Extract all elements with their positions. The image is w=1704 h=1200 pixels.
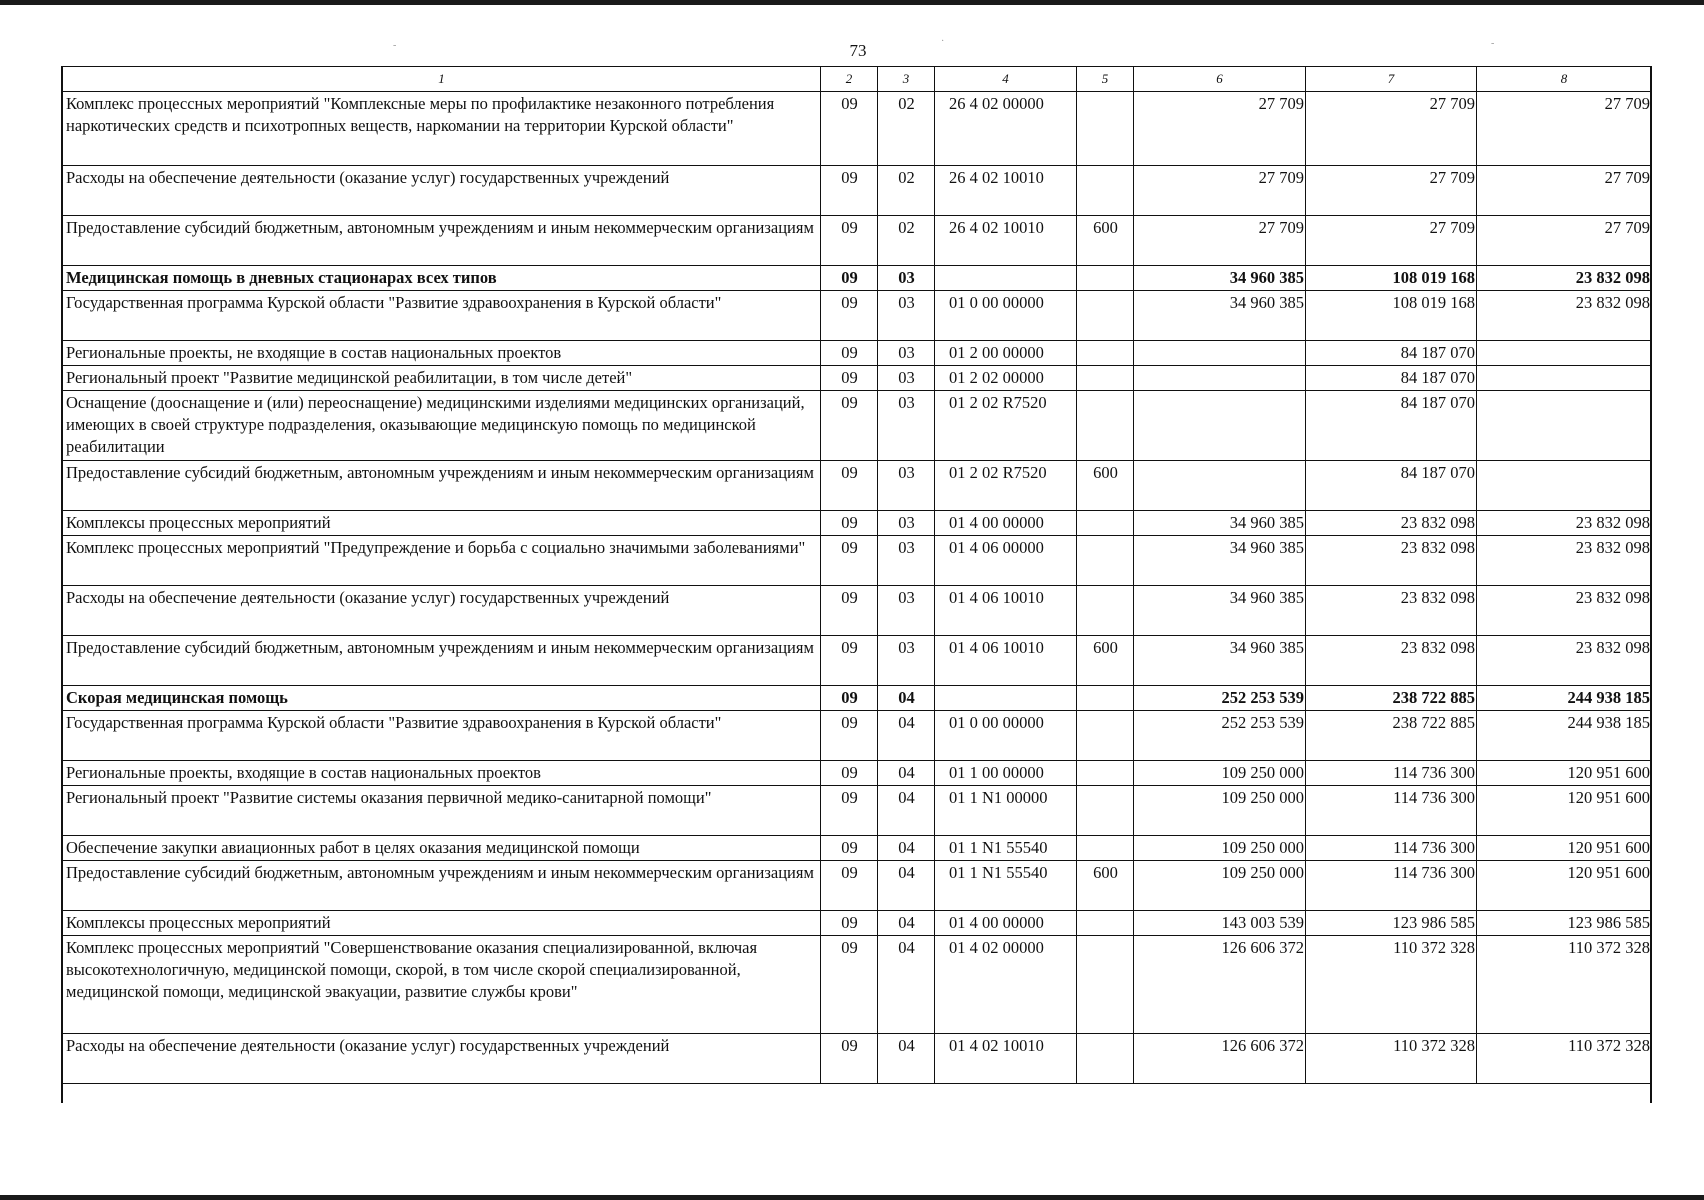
row-expense-type — [1077, 911, 1134, 936]
row-name: Скорая медицинская помощь — [63, 686, 821, 711]
row-expense-type — [1077, 586, 1134, 636]
row-name: Государственная программа Курской области "Развитие здравоохранения в Курской области" — [63, 291, 821, 341]
row-target-article: 01 2 02 R7520 — [935, 461, 1077, 511]
row-amount-col6: 34 960 385 — [1134, 586, 1306, 636]
scan-speck: · — [941, 36, 945, 47]
row-amount-col8 — [1477, 391, 1652, 461]
row-target-article: 01 2 02 00000 — [935, 366, 1077, 391]
row-name: Комплекс процессных мероприятий "Предупреждение и борьба с социально значимыми заболеваниями" — [63, 536, 821, 586]
row-section-code: 09 — [821, 911, 878, 936]
row-subsection-code: 04 — [878, 686, 935, 711]
row-section-code: 09 — [821, 861, 878, 911]
row-section-code: 09 — [821, 761, 878, 786]
row-section-code: 09 — [821, 291, 878, 341]
row-subsection-code: 03 — [878, 291, 935, 341]
row-section-code: 09 — [821, 686, 878, 711]
column-number-row — [63, 67, 1652, 92]
row-amount-col8: 23 832 098 — [1477, 536, 1652, 586]
row-amount-col7: 27 709 — [1306, 216, 1477, 266]
table-row — [63, 936, 1652, 1034]
row-target-article: 01 4 06 00000 — [935, 536, 1077, 586]
row-section-code: 09 — [821, 92, 878, 166]
table-frame-left — [61, 66, 63, 1103]
row-name: Региональные проекты, входящие в состав национальных проектов — [63, 761, 821, 786]
row-amount-col6: 34 960 385 — [1134, 636, 1306, 686]
scan-speck: - — [1491, 38, 1495, 49]
row-amount-col8: 244 938 185 — [1477, 686, 1652, 711]
row-expense-type — [1077, 166, 1134, 216]
row-section-code: 09 — [821, 461, 878, 511]
table-row — [63, 1034, 1652, 1084]
table-row — [63, 461, 1652, 511]
row-expense-type — [1077, 536, 1134, 586]
row-expense-type: 600 — [1077, 861, 1134, 911]
column-number: 8 — [1477, 67, 1652, 92]
row-subsection-code: 04 — [878, 936, 935, 1034]
row-amount-col6: 252 253 539 — [1134, 711, 1306, 761]
row-amount-col6 — [1134, 366, 1306, 391]
row-name: Предоставление субсидий бюджетным, автономным учреждениям и иным некоммерческим организациям — [63, 216, 821, 266]
row-amount-col6: 34 960 385 — [1134, 291, 1306, 341]
row-section-code: 09 — [821, 836, 878, 861]
row-expense-type — [1077, 391, 1134, 461]
row-expense-type — [1077, 686, 1134, 711]
row-amount-col7: 114 736 300 — [1306, 861, 1477, 911]
table-row — [63, 266, 1652, 291]
row-section-code: 09 — [821, 166, 878, 216]
row-amount-col6: 27 709 — [1134, 92, 1306, 166]
row-amount-col6: 143 003 539 — [1134, 911, 1306, 936]
row-target-article: 26 4 02 00000 — [935, 92, 1077, 166]
row-subsection-code: 03 — [878, 511, 935, 536]
row-target-article: 01 0 00 00000 — [935, 291, 1077, 341]
row-amount-col8: 23 832 098 — [1477, 266, 1652, 291]
row-amount-col8 — [1477, 341, 1652, 366]
scan-border-top — [0, 0, 1704, 5]
row-amount-col7: 23 832 098 — [1306, 636, 1477, 686]
row-subsection-code: 02 — [878, 216, 935, 266]
row-amount-col7: 84 187 070 — [1306, 341, 1477, 366]
scan-speck: - — [393, 40, 397, 51]
row-section-code: 09 — [821, 216, 878, 266]
row-amount-col7: 23 832 098 — [1306, 586, 1477, 636]
row-amount-col6: 126 606 372 — [1134, 936, 1306, 1034]
row-subsection-code: 03 — [878, 341, 935, 366]
row-section-code: 09 — [821, 711, 878, 761]
row-subsection-code: 02 — [878, 92, 935, 166]
row-expense-type: 600 — [1077, 461, 1134, 511]
row-expense-type — [1077, 786, 1134, 836]
row-target-article: 01 2 02 R7520 — [935, 391, 1077, 461]
row-name: Государственная программа Курской области "Развитие здравоохранения в Курской области" — [63, 711, 821, 761]
row-amount-col7: 108 019 168 — [1306, 266, 1477, 291]
table-row — [63, 391, 1652, 461]
column-number: 6 — [1134, 67, 1306, 92]
row-amount-col6 — [1134, 391, 1306, 461]
row-expense-type — [1077, 711, 1134, 761]
row-name: Региональный проект "Развитие медицинской реабилитации, в том числе детей" — [63, 366, 821, 391]
row-amount-col8: 23 832 098 — [1477, 586, 1652, 636]
row-amount-col7: 84 187 070 — [1306, 366, 1477, 391]
row-amount-col8: 120 951 600 — [1477, 861, 1652, 911]
row-expense-type — [1077, 92, 1134, 166]
row-target-article: 01 1 00 00000 — [935, 761, 1077, 786]
row-amount-col6: 27 709 — [1134, 216, 1306, 266]
row-section-code: 09 — [821, 636, 878, 686]
row-target-article: 01 1 N1 00000 — [935, 786, 1077, 836]
column-number: 2 — [821, 67, 878, 92]
row-section-code: 09 — [821, 586, 878, 636]
row-target-article: 26 4 02 10010 — [935, 166, 1077, 216]
row-subsection-code: 03 — [878, 586, 935, 636]
row-amount-col7: 27 709 — [1306, 92, 1477, 166]
row-expense-type: 600 — [1077, 636, 1134, 686]
row-target-article: 01 0 00 00000 — [935, 711, 1077, 761]
row-section-code: 09 — [821, 786, 878, 836]
row-name: Расходы на обеспечение деятельности (оказание услуг) государственных учреждений — [63, 166, 821, 216]
row-target-article: 01 4 00 00000 — [935, 911, 1077, 936]
row-name: Оснащение (дооснащение и (или) переоснащение) медицинскими изделиями медицинских организаций, имеющих в своей структуре подразделения, оказывающие медицинскую помощь по медицинской реабилитации — [63, 391, 821, 461]
row-subsection-code: 03 — [878, 461, 935, 511]
row-amount-col7: 114 736 300 — [1306, 761, 1477, 786]
column-number: 7 — [1306, 67, 1477, 92]
row-name: Предоставление субсидий бюджетным, автономным учреждениям и иным некоммерческим организациям — [63, 636, 821, 686]
budget-table — [62, 66, 1652, 1084]
row-target-article: 01 4 06 10010 — [935, 586, 1077, 636]
table-row — [63, 786, 1652, 836]
row-amount-col7: 108 019 168 — [1306, 291, 1477, 341]
row-amount-col8: 27 709 — [1477, 166, 1652, 216]
row-target-article: 01 1 N1 55540 — [935, 836, 1077, 861]
row-amount-col8 — [1477, 461, 1652, 511]
row-amount-col7: 84 187 070 — [1306, 391, 1477, 461]
row-amount-col7: 27 709 — [1306, 166, 1477, 216]
row-amount-col8: 27 709 — [1477, 92, 1652, 166]
table-row — [63, 636, 1652, 686]
row-subsection-code: 04 — [878, 1034, 935, 1084]
table-row — [63, 536, 1652, 586]
row-section-code: 09 — [821, 536, 878, 586]
row-subsection-code: 03 — [878, 366, 935, 391]
row-target-article: 01 2 00 00000 — [935, 341, 1077, 366]
row-expense-type — [1077, 266, 1134, 291]
row-subsection-code: 03 — [878, 636, 935, 686]
table-frame-right — [1650, 66, 1652, 1103]
row-expense-type — [1077, 341, 1134, 366]
row-target-article: 01 1 N1 55540 — [935, 861, 1077, 911]
row-name: Комплексы процессных мероприятий — [63, 911, 821, 936]
row-subsection-code: 03 — [878, 391, 935, 461]
row-amount-col7: 123 986 585 — [1306, 911, 1477, 936]
table-row — [63, 686, 1652, 711]
row-expense-type — [1077, 761, 1134, 786]
table-row — [63, 836, 1652, 861]
table-row — [63, 711, 1652, 761]
table-row — [63, 586, 1652, 636]
column-number: 4 — [935, 67, 1077, 92]
row-name: Расходы на обеспечение деятельности (оказание услуг) государственных учреждений — [63, 586, 821, 636]
row-expense-type — [1077, 936, 1134, 1034]
row-subsection-code: 02 — [878, 166, 935, 216]
row-amount-col8: 23 832 098 — [1477, 511, 1652, 536]
row-amount-col6: 34 960 385 — [1134, 511, 1306, 536]
row-subsection-code: 04 — [878, 861, 935, 911]
row-amount-col6: 126 606 372 — [1134, 1034, 1306, 1084]
row-name: Предоставление субсидий бюджетным, автономным учреждениям и иным некоммерческим организациям — [63, 461, 821, 511]
row-subsection-code: 04 — [878, 911, 935, 936]
row-amount-col7: 114 736 300 — [1306, 836, 1477, 861]
row-name: Обеспечение закупки авиационных работ в целях оказания медицинской помощи — [63, 836, 821, 861]
row-amount-col7: 23 832 098 — [1306, 511, 1477, 536]
row-amount-col8: 120 951 600 — [1477, 786, 1652, 836]
row-amount-col8: 27 709 — [1477, 216, 1652, 266]
row-section-code: 09 — [821, 936, 878, 1034]
row-amount-col6: 109 250 000 — [1134, 836, 1306, 861]
row-name: Комплексы процессных мероприятий — [63, 511, 821, 536]
row-amount-col8: 120 951 600 — [1477, 761, 1652, 786]
row-amount-col8: 244 938 185 — [1477, 711, 1652, 761]
row-amount-col6: 252 253 539 — [1134, 686, 1306, 711]
table-row — [63, 911, 1652, 936]
row-amount-col7: 23 832 098 — [1306, 536, 1477, 586]
row-target-article: 01 4 00 00000 — [935, 511, 1077, 536]
row-expense-type: 600 — [1077, 216, 1134, 266]
row-target-article: 01 4 02 00000 — [935, 936, 1077, 1034]
row-name: Комплекс процессных мероприятий "Комплексные меры по профилактике незаконного потребления наркотических средств и психотропных веществ, наркомании на территории Курской области" — [63, 92, 821, 166]
row-target-article: 26 4 02 10010 — [935, 216, 1077, 266]
row-section-code: 09 — [821, 366, 878, 391]
column-number: 1 — [63, 67, 821, 92]
row-subsection-code: 04 — [878, 786, 935, 836]
row-amount-col6: 109 250 000 — [1134, 861, 1306, 911]
table-row — [63, 166, 1652, 216]
table-row — [63, 341, 1652, 366]
row-subsection-code: 04 — [878, 761, 935, 786]
row-amount-col6: 109 250 000 — [1134, 761, 1306, 786]
row-expense-type — [1077, 291, 1134, 341]
row-amount-col8: 120 951 600 — [1477, 836, 1652, 861]
table-row — [63, 291, 1652, 341]
row-amount-col6: 34 960 385 — [1134, 266, 1306, 291]
row-target-article — [935, 266, 1077, 291]
row-section-code: 09 — [821, 1034, 878, 1084]
row-amount-col8: 123 986 585 — [1477, 911, 1652, 936]
row-amount-col7: 110 372 328 — [1306, 1034, 1477, 1084]
table-body — [63, 92, 1652, 1084]
row-target-article — [935, 686, 1077, 711]
row-section-code: 09 — [821, 511, 878, 536]
table-row — [63, 761, 1652, 786]
column-number: 3 — [878, 67, 935, 92]
row-amount-col6: 34 960 385 — [1134, 536, 1306, 586]
row-amount-col6: 27 709 — [1134, 166, 1306, 216]
row-subsection-code: 04 — [878, 711, 935, 761]
row-target-article: 01 4 02 10010 — [935, 1034, 1077, 1084]
table-row — [63, 216, 1652, 266]
row-subsection-code: 03 — [878, 266, 935, 291]
row-amount-col7: 114 736 300 — [1306, 786, 1477, 836]
row-amount-col8: 23 832 098 — [1477, 636, 1652, 686]
row-amount-col8 — [1477, 366, 1652, 391]
row-name: Медицинская помощь в дневных стационарах всех типов — [63, 266, 821, 291]
row-expense-type — [1077, 366, 1134, 391]
row-amount-col8: 110 372 328 — [1477, 936, 1652, 1034]
row-section-code: 09 — [821, 266, 878, 291]
row-subsection-code: 04 — [878, 836, 935, 861]
row-expense-type — [1077, 511, 1134, 536]
table-row — [63, 366, 1652, 391]
row-expense-type — [1077, 836, 1134, 861]
page-number: 73 — [849, 41, 867, 60]
row-amount-col7: 238 722 885 — [1306, 686, 1477, 711]
row-amount-col8: 23 832 098 — [1477, 291, 1652, 341]
row-name: Предоставление субсидий бюджетным, автономным учреждениям и иным некоммерческим организациям — [63, 861, 821, 911]
row-name: Региональный проект "Развитие системы оказания первичной медико-санитарной помощи" — [63, 786, 821, 836]
row-amount-col6: 109 250 000 — [1134, 786, 1306, 836]
column-number: 5 — [1077, 67, 1134, 92]
row-target-article: 01 4 06 10010 — [935, 636, 1077, 686]
row-amount-col7: 110 372 328 — [1306, 936, 1477, 1034]
row-section-code: 09 — [821, 391, 878, 461]
scan-border-bottom — [0, 1195, 1704, 1200]
row-amount-col6 — [1134, 461, 1306, 511]
row-name: Региональные проекты, не входящие в состав национальных проектов — [63, 341, 821, 366]
table-row — [63, 861, 1652, 911]
row-amount-col6 — [1134, 341, 1306, 366]
row-amount-col7: 84 187 070 — [1306, 461, 1477, 511]
row-name: Расходы на обеспечение деятельности (оказание услуг) государственных учреждений — [63, 1034, 821, 1084]
table-row — [63, 92, 1652, 166]
row-name: Комплекс процессных мероприятий "Совершенствование оказания специализированной, включая высокотехнологичную, медицинской помощи, скорой, в том числе скорой специализированной, медицинской помощи, медицинской эвакуации, развитие службы крови" — [63, 936, 821, 1034]
table-row — [63, 511, 1652, 536]
row-section-code: 09 — [821, 341, 878, 366]
row-expense-type — [1077, 1034, 1134, 1084]
row-subsection-code: 03 — [878, 536, 935, 586]
row-amount-col8: 110 372 328 — [1477, 1034, 1652, 1084]
row-amount-col7: 238 722 885 — [1306, 711, 1477, 761]
